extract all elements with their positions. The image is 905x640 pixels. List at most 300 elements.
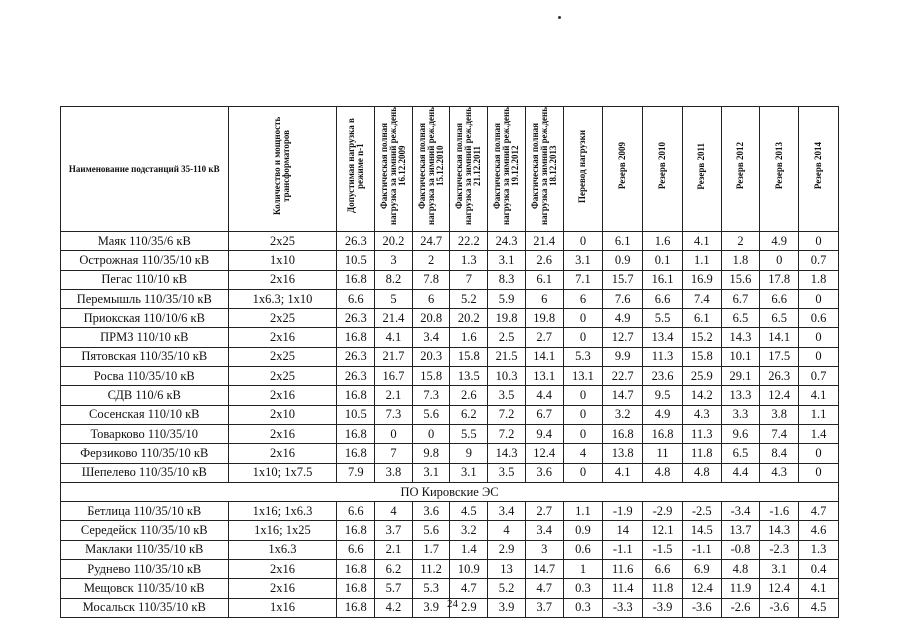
value-cell: 0 xyxy=(375,424,413,443)
value-cell: 3.8 xyxy=(375,463,413,482)
transformer-capacity: 2x25 xyxy=(228,232,337,251)
value-cell: -2.5 xyxy=(682,502,721,521)
value-cell: 1.4 xyxy=(450,540,488,559)
table-row xyxy=(61,232,839,251)
value-cell: 21.4 xyxy=(375,309,413,328)
value-cell: 6.6 xyxy=(760,289,799,308)
value-cell: 9.8 xyxy=(412,444,450,463)
value-cell: 6 xyxy=(412,289,450,308)
value-cell: 6.5 xyxy=(721,309,760,328)
value-cell: 26.3 xyxy=(337,232,375,251)
substation-name: Пятовская 110/35/10 кВ xyxy=(61,347,229,366)
value-cell: 7 xyxy=(375,444,413,463)
value-cell: 0 xyxy=(563,309,603,328)
value-cell: 16.9 xyxy=(682,270,721,289)
value-cell: 6.1 xyxy=(682,309,721,328)
value-cell: 0 xyxy=(563,405,603,424)
header-cell xyxy=(450,107,488,232)
value-cell: 5.6 xyxy=(412,405,450,424)
header-cell xyxy=(799,107,839,232)
value-cell: 20.2 xyxy=(450,309,488,328)
value-cell: 4 xyxy=(563,444,603,463)
transformer-capacity: 1x16; 1x6.3 xyxy=(228,502,337,521)
transformer-capacity: 2x16 xyxy=(228,270,337,289)
value-cell: 0.7 xyxy=(799,367,839,386)
value-cell: 0 xyxy=(799,347,839,366)
value-cell: 20.2 xyxy=(375,232,413,251)
transformer-capacity: 2x16 xyxy=(228,560,337,579)
table-row xyxy=(61,328,839,347)
value-cell: 21.7 xyxy=(375,347,413,366)
transformer-capacity: 2x25 xyxy=(228,347,337,366)
value-cell: 6.6 xyxy=(337,540,375,559)
value-cell: 0 xyxy=(563,328,603,347)
value-cell: 26.3 xyxy=(337,309,375,328)
table-row xyxy=(61,405,839,424)
value-cell: 0.3 xyxy=(563,579,603,598)
value-cell: 8.2 xyxy=(375,270,413,289)
value-cell: 5.5 xyxy=(450,424,488,443)
value-cell: 12.4 xyxy=(760,579,799,598)
value-cell: 5.7 xyxy=(375,579,413,598)
value-cell: 4 xyxy=(375,502,413,521)
header-cell xyxy=(375,107,413,232)
value-cell: 2.1 xyxy=(375,540,413,559)
table-section xyxy=(61,482,839,501)
value-cell: 2.7 xyxy=(525,502,563,521)
value-cell: 13 xyxy=(488,560,526,579)
table-row xyxy=(61,502,839,521)
scan-dot xyxy=(558,16,561,19)
table-row xyxy=(61,270,839,289)
substation-name: Мещовск 110/35/10 кВ xyxy=(61,579,229,598)
value-cell: 5.3 xyxy=(412,579,450,598)
transformer-capacity: 2x10 xyxy=(228,405,337,424)
substation-name: Росва 110/35/10 кВ xyxy=(61,367,229,386)
value-cell: 3.1 xyxy=(563,251,603,270)
value-cell: 11.3 xyxy=(643,347,683,366)
value-cell: 2.6 xyxy=(450,386,488,405)
table-row xyxy=(61,386,839,405)
value-cell: 0.1 xyxy=(643,251,683,270)
value-cell: 6.6 xyxy=(337,289,375,308)
value-cell: 13.5 xyxy=(450,367,488,386)
value-cell: 4 xyxy=(488,521,526,540)
header-label: Резерв 2010 xyxy=(657,142,667,190)
section-title: ПО Кировские ЭС xyxy=(61,482,839,501)
value-cell: 7.4 xyxy=(682,289,721,308)
substation-name: Бетлица 110/35/10 кВ xyxy=(61,502,229,521)
value-cell: 20.3 xyxy=(412,347,450,366)
value-cell: 3.5 xyxy=(488,386,526,405)
header-label: Резерв 2014 xyxy=(813,142,824,190)
value-cell: 4.3 xyxy=(682,405,721,424)
value-cell: 16.8 xyxy=(337,270,375,289)
value-cell: 9 xyxy=(450,444,488,463)
header-cell xyxy=(412,107,450,232)
value-cell: 4.3 xyxy=(760,463,799,482)
value-cell: 4.7 xyxy=(799,502,839,521)
value-cell: 6 xyxy=(525,289,563,308)
value-cell: 4.7 xyxy=(450,579,488,598)
value-cell: 16.8 xyxy=(603,424,643,443)
header-label: Перевод нагрузки xyxy=(577,129,588,203)
value-cell: 0.6 xyxy=(563,540,603,559)
value-cell: 3.6 xyxy=(525,463,563,482)
table-row xyxy=(61,367,839,386)
value-cell: 13.1 xyxy=(563,367,603,386)
value-cell: 14.3 xyxy=(488,444,526,463)
value-cell: 13.1 xyxy=(525,367,563,386)
value-cell: 4.1 xyxy=(682,232,721,251)
value-cell: 4.5 xyxy=(450,502,488,521)
value-cell: 6.1 xyxy=(525,270,563,289)
header-label: Резерв 2013 xyxy=(773,142,784,190)
value-cell: 6.6 xyxy=(643,560,683,579)
value-cell: 8.4 xyxy=(760,444,799,463)
value-cell: 7.4 xyxy=(760,424,799,443)
value-cell: 9.4 xyxy=(525,424,563,443)
value-cell: 11.9 xyxy=(721,579,760,598)
value-cell: 1.3 xyxy=(450,251,488,270)
value-cell: -1.5 xyxy=(643,540,683,559)
value-cell: 16.8 xyxy=(337,598,375,617)
table-row xyxy=(61,289,839,308)
value-cell: -3.3 xyxy=(603,598,643,617)
value-cell: 19.8 xyxy=(488,309,526,328)
value-cell: 0 xyxy=(563,424,603,443)
value-cell: 15.7 xyxy=(603,270,643,289)
value-cell: 14.7 xyxy=(525,560,563,579)
value-cell: 3.1 xyxy=(760,560,799,579)
value-cell: 16.8 xyxy=(337,579,375,598)
value-cell: 16.8 xyxy=(337,521,375,540)
value-cell: 14.1 xyxy=(760,328,799,347)
value-cell: 22.2 xyxy=(450,232,488,251)
transformer-capacity: 2x16 xyxy=(228,424,337,443)
substation-name: Товарково 110/35/10 xyxy=(61,424,229,443)
value-cell: 2.6 xyxy=(525,251,563,270)
header-cell xyxy=(603,107,643,232)
value-cell: 4.4 xyxy=(721,463,760,482)
value-cell: 15.8 xyxy=(450,347,488,366)
value-cell: -0.8 xyxy=(721,540,760,559)
substation-name: Маяк 110/35/6 кВ xyxy=(61,232,229,251)
table-body-top xyxy=(61,232,839,483)
value-cell: 7.8 xyxy=(412,270,450,289)
value-cell: 3.4 xyxy=(525,521,563,540)
value-cell: 13.4 xyxy=(643,328,683,347)
value-cell: 11.3 xyxy=(682,424,721,443)
substation-name: СДВ 110/6 кВ xyxy=(61,386,229,405)
value-cell: 24.3 xyxy=(488,232,526,251)
table-row xyxy=(61,347,839,366)
value-cell: 8.3 xyxy=(488,270,526,289)
value-cell: 1.8 xyxy=(799,270,839,289)
value-cell: 5.6 xyxy=(412,521,450,540)
table-row xyxy=(61,444,839,463)
value-cell: 7.2 xyxy=(488,424,526,443)
value-cell: 3.4 xyxy=(412,328,450,347)
value-cell: 4.1 xyxy=(603,463,643,482)
value-cell: 21.5 xyxy=(488,347,526,366)
value-cell: 13.8 xyxy=(603,444,643,463)
value-cell: 4.9 xyxy=(760,232,799,251)
value-cell: 6 xyxy=(563,289,603,308)
value-cell: 7.3 xyxy=(412,386,450,405)
value-cell: 3 xyxy=(375,251,413,270)
value-cell: 15.8 xyxy=(682,347,721,366)
value-cell: 10.5 xyxy=(337,251,375,270)
value-cell: 4.1 xyxy=(799,386,839,405)
value-cell: 14.3 xyxy=(721,328,760,347)
value-cell: -3.4 xyxy=(721,502,760,521)
value-cell: 4.8 xyxy=(721,560,760,579)
value-cell: 2 xyxy=(412,251,450,270)
value-cell: 3.4 xyxy=(488,502,526,521)
value-cell: 14.3 xyxy=(760,521,799,540)
value-cell: 16.8 xyxy=(643,424,683,443)
value-cell: -1.6 xyxy=(760,502,799,521)
value-cell: -2.6 xyxy=(721,598,760,617)
transformer-capacity: 1x6.3; 1x10 xyxy=(228,289,337,308)
value-cell: -2.3 xyxy=(760,540,799,559)
value-cell: 0 xyxy=(799,463,839,482)
value-cell: 1.7 xyxy=(412,540,450,559)
value-cell: 4.4 xyxy=(525,386,563,405)
value-cell: 1.6 xyxy=(643,232,683,251)
value-cell: 0.4 xyxy=(799,560,839,579)
transformer-capacity: 1x10; 1x7.5 xyxy=(228,463,337,482)
substation-name: Сосенская 110/10 кВ xyxy=(61,405,229,424)
value-cell: 11 xyxy=(643,444,683,463)
table-row xyxy=(61,521,839,540)
value-cell: 14.7 xyxy=(603,386,643,405)
value-cell: -3.6 xyxy=(760,598,799,617)
value-cell: 26.3 xyxy=(337,367,375,386)
header-label: Фактическая полная нагрузка за зимний реж.день 16.12.2009 xyxy=(378,107,407,225)
value-cell: 2.9 xyxy=(450,598,488,617)
value-cell: 3 xyxy=(525,540,563,559)
value-cell: 4.1 xyxy=(375,328,413,347)
substation-name: Шепелево 110/35/10 кВ xyxy=(61,463,229,482)
value-cell: 1.3 xyxy=(799,540,839,559)
value-cell: 14.5 xyxy=(682,521,721,540)
value-cell: 15.6 xyxy=(721,270,760,289)
value-cell: 21.4 xyxy=(525,232,563,251)
value-cell: 6.5 xyxy=(760,309,799,328)
value-cell: 3.2 xyxy=(603,405,643,424)
value-cell: 10.3 xyxy=(488,367,526,386)
value-cell: -1.1 xyxy=(682,540,721,559)
header-cell xyxy=(643,107,683,232)
value-cell: 11.6 xyxy=(603,560,643,579)
value-cell: 4.6 xyxy=(799,521,839,540)
value-cell: 13.7 xyxy=(721,521,760,540)
value-cell: 0 xyxy=(799,232,839,251)
value-cell: 11.4 xyxy=(603,579,643,598)
transformer-capacity: 2x16 xyxy=(228,328,337,347)
value-cell: 10.1 xyxy=(721,347,760,366)
value-cell: 3.7 xyxy=(375,521,413,540)
value-cell: 4.8 xyxy=(643,463,683,482)
substation-name: Мосальск 110/35/10 кВ xyxy=(61,598,229,617)
value-cell: 5.2 xyxy=(488,579,526,598)
value-cell: 1.8 xyxy=(721,251,760,270)
value-cell: 16.8 xyxy=(337,444,375,463)
substation-name: Перемышль 110/35/10 кВ xyxy=(61,289,229,308)
value-cell: 16.8 xyxy=(337,424,375,443)
header-cell xyxy=(228,107,337,232)
header-label: Резерв 2011 xyxy=(696,142,707,190)
value-cell: 9.5 xyxy=(643,386,683,405)
value-cell: 15.2 xyxy=(682,328,721,347)
header-label: Фактическая полная нагрузка за зимний реж.день 19.12.2012 xyxy=(492,107,521,225)
value-cell: 1.1 xyxy=(682,251,721,270)
transformer-capacity: 1x16; 1x25 xyxy=(228,521,337,540)
header-cell xyxy=(721,107,760,232)
value-cell: 2 xyxy=(721,232,760,251)
substation-name: Маклаки 110/35/10 кВ xyxy=(61,540,229,559)
value-cell: 3.9 xyxy=(488,598,526,617)
value-cell: 3.9 xyxy=(412,598,450,617)
value-cell: 6.9 xyxy=(682,560,721,579)
value-cell: 6.1 xyxy=(603,232,643,251)
transformer-capacity: 2x25 xyxy=(228,309,337,328)
table-row xyxy=(61,251,839,270)
value-cell: 29.1 xyxy=(721,367,760,386)
header-label: Фактическая полная нагрузка за зимний реж.день 21.12.2011 xyxy=(454,107,483,225)
substation-name: Ферзиково 110/35/10 кВ xyxy=(61,444,229,463)
value-cell: 11.8 xyxy=(682,444,721,463)
value-cell: 5.5 xyxy=(643,309,683,328)
value-cell: 4.9 xyxy=(643,405,683,424)
value-cell: 7.2 xyxy=(488,405,526,424)
value-cell: 13.3 xyxy=(721,386,760,405)
value-cell: 16.7 xyxy=(375,367,413,386)
value-cell: 3.8 xyxy=(760,405,799,424)
header-cell xyxy=(488,107,526,232)
value-cell: 6.2 xyxy=(375,560,413,579)
value-cell: 5.2 xyxy=(450,289,488,308)
substation-name: Приокская 110/10/6 кВ xyxy=(61,309,229,328)
value-cell: 26.3 xyxy=(337,347,375,366)
value-cell: 0.3 xyxy=(563,598,603,617)
value-cell: 10.9 xyxy=(450,560,488,579)
value-cell: 3.1 xyxy=(488,251,526,270)
header-cell xyxy=(337,107,375,232)
value-cell: 6.7 xyxy=(721,289,760,308)
value-cell: 1.1 xyxy=(563,502,603,521)
value-cell: 3.3 xyxy=(721,405,760,424)
value-cell: 6.6 xyxy=(337,502,375,521)
substation-name: Пегас 110/10 кВ xyxy=(61,270,229,289)
value-cell: 16.8 xyxy=(337,386,375,405)
table-row xyxy=(61,540,839,559)
value-cell: 0 xyxy=(563,232,603,251)
value-cell: 1 xyxy=(563,560,603,579)
value-cell: 3.6 xyxy=(412,502,450,521)
value-cell: 26.3 xyxy=(760,367,799,386)
table-row xyxy=(61,560,839,579)
value-cell: 9.9 xyxy=(603,347,643,366)
value-cell: -3.6 xyxy=(682,598,721,617)
value-cell: 0 xyxy=(563,463,603,482)
value-cell: 11.8 xyxy=(643,579,683,598)
substation-name: Середейск 110/35/10 кВ xyxy=(61,521,229,540)
value-cell: 6.7 xyxy=(525,405,563,424)
value-cell: 9.6 xyxy=(721,424,760,443)
transformer-capacity: 2x25 xyxy=(228,367,337,386)
header-label: Фактическая полная нагрузка за зимний реж.день 15.12.2010 xyxy=(416,107,445,225)
header-cell xyxy=(682,107,721,232)
value-cell: 0 xyxy=(760,251,799,270)
transformer-capacity: 2x16 xyxy=(228,579,337,598)
value-cell: 7.3 xyxy=(375,405,413,424)
value-cell: 22.7 xyxy=(603,367,643,386)
header-cell xyxy=(760,107,799,232)
value-cell: 0 xyxy=(799,328,839,347)
value-cell: 0.6 xyxy=(799,309,839,328)
value-cell: 7.1 xyxy=(563,270,603,289)
transformer-capacity: 1x16 xyxy=(228,598,337,617)
header-label: Фактическая полная нагрузка за зимний реж.день 18.12.2013 xyxy=(529,107,558,225)
value-cell: 6.5 xyxy=(721,444,760,463)
value-cell: 1.6 xyxy=(450,328,488,347)
value-cell: 25.9 xyxy=(682,367,721,386)
value-cell: 23.6 xyxy=(643,367,683,386)
section-row xyxy=(61,482,839,501)
header-label: Резерв 2009 xyxy=(617,142,628,190)
value-cell: 17.5 xyxy=(760,347,799,366)
value-cell: 0.7 xyxy=(799,251,839,270)
value-cell: 4.2 xyxy=(375,598,413,617)
value-cell: 4.7 xyxy=(525,579,563,598)
value-cell: 0 xyxy=(563,386,603,405)
value-cell: 17.8 xyxy=(760,270,799,289)
value-cell: -1.9 xyxy=(603,502,643,521)
value-cell: 6.2 xyxy=(450,405,488,424)
value-cell: 6.6 xyxy=(643,289,683,308)
value-cell: 16.8 xyxy=(337,328,375,347)
transformer-capacity: 2x16 xyxy=(228,444,337,463)
value-cell: 3.2 xyxy=(450,521,488,540)
value-cell: 0.9 xyxy=(603,251,643,270)
value-cell: 20.8 xyxy=(412,309,450,328)
header-cell xyxy=(563,107,603,232)
value-cell: 7 xyxy=(450,270,488,289)
header-label: Резерв 2012 xyxy=(734,142,745,190)
value-cell: 5 xyxy=(375,289,413,308)
value-cell: 3.7 xyxy=(525,598,563,617)
value-cell: 4.8 xyxy=(682,463,721,482)
value-cell: 16.1 xyxy=(643,270,683,289)
value-cell: 7.9 xyxy=(337,463,375,482)
substation-name: ПРМЗ 110/10 кВ xyxy=(61,328,229,347)
value-cell: 2.5 xyxy=(488,328,526,347)
table-row xyxy=(61,579,839,598)
value-cell: 12.1 xyxy=(643,521,683,540)
value-cell: 3.5 xyxy=(488,463,526,482)
table-row xyxy=(61,309,839,328)
header-label: Количество и мощность трансформаторов xyxy=(272,116,292,216)
value-cell: 0.9 xyxy=(563,521,603,540)
value-cell: 16.8 xyxy=(337,560,375,579)
value-cell: 14 xyxy=(603,521,643,540)
value-cell: 2.9 xyxy=(488,540,526,559)
value-cell: 12.7 xyxy=(603,328,643,347)
value-cell: -2.9 xyxy=(643,502,683,521)
